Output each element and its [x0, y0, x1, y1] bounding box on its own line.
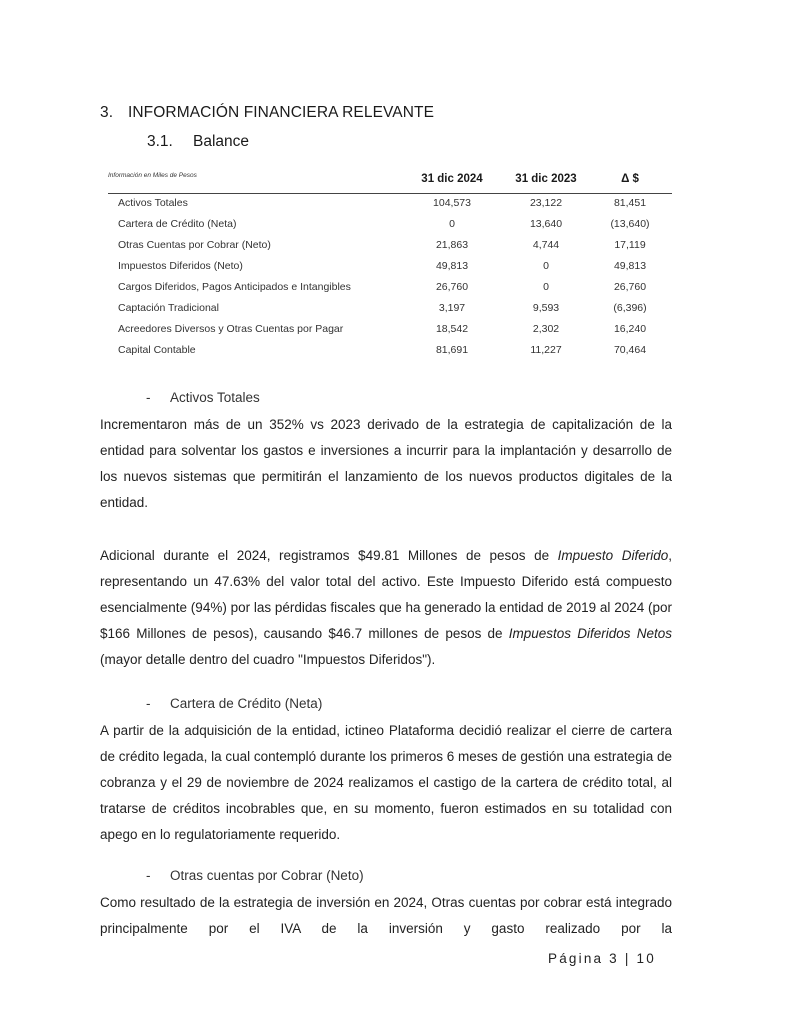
row-label: Otras Cuentas por Cobrar (Neto): [118, 239, 271, 251]
table-row: [108, 302, 672, 323]
column-header-2023: 31 dic 2023: [515, 173, 577, 185]
value-2024: 81,691: [435, 344, 469, 356]
column-header-delta: Δ $: [621, 173, 639, 185]
row-label: Impuestos Diferidos (Neto): [118, 260, 243, 272]
text-run-italic: Impuesto Diferido: [557, 548, 669, 563]
section-number: 3.: [100, 104, 114, 121]
section-title: INFORMACIÓN FINANCIERA RELEVANTE: [127, 104, 435, 121]
value-2024: 21,863: [435, 239, 469, 251]
activos-heading-text: Activos Totales: [170, 390, 260, 405]
value-2023: 2,302: [532, 323, 560, 335]
bullet-dash: -: [146, 868, 151, 883]
header-rule: [108, 193, 672, 194]
value-2023: 4,744: [532, 239, 560, 251]
row-label: Cargos Diferidos, Pagos Anticipados e Intangibles: [118, 281, 351, 293]
value-2024: 3,197: [438, 302, 466, 314]
value-2023: 23,122: [529, 197, 563, 209]
otras-heading: [146, 868, 364, 883]
table-row: [108, 260, 672, 281]
value-2024: 0: [449, 218, 455, 230]
otras-text: Como resultado de la estrategia de inversión en 2024, Otras cuentas por cobrar está integrado principalmente por el IVA de la inversión y gasto realizado por la: [100, 895, 672, 936]
row-label: Activos Totales: [118, 197, 188, 209]
value-2023: 0: [543, 260, 549, 272]
table-row: [108, 281, 672, 302]
text-run-italic: Impuestos Diferidos Netos: [508, 626, 673, 641]
table-row: [108, 239, 672, 260]
table-row: [108, 323, 672, 344]
text-run: (mayor detalle dentro del cuadro "Impuestos Diferidos").: [100, 652, 436, 667]
otras-heading-text: Otras cuentas por Cobrar (Neto): [170, 868, 364, 883]
row-label: Acreedores Diversos y Otras Cuentas por Pagar: [118, 323, 344, 335]
row-label: Captación Tradicional: [118, 302, 219, 314]
subsection-title: Balance: [193, 133, 250, 150]
cartera-heading-text: Cartera de Crédito (Neta): [170, 696, 323, 711]
value-2024: 104,573: [433, 197, 471, 209]
cartera-text: A partir de la adquisición de la entidad, ictineo Plataforma decidió realizar el cierre de cartera de crédito legada, la cual contempló durante los primeros 6 meses de gestión una estrategia de cobranza y el 29 de noviembre de 2024 realizamos el castigo de la cartera de crédito total, al tratarse de créditos incobrables que, en su momento, fueron estimados en su totalidad con apego en lo regulatoriamente requerido.: [100, 723, 672, 842]
value-delta: 17,119: [614, 239, 646, 251]
activos-paragraph-1: [100, 412, 672, 516]
cartera-heading: [146, 696, 322, 711]
bullet-dash: -: [146, 696, 151, 711]
value-delta: 49,813: [613, 260, 647, 272]
row-label: Capital Contable: [118, 344, 196, 356]
table-row: [108, 218, 672, 239]
value-2024: 26,760: [435, 281, 469, 293]
row-label: Cartera de Crédito (Neta): [118, 218, 237, 230]
activos-paragraph-2: [100, 543, 672, 673]
value-delta: (6,396): [613, 302, 647, 314]
value-2023: 9,593: [532, 302, 560, 314]
value-delta: 81,451: [613, 197, 647, 209]
bullet-dash: -: [146, 390, 151, 405]
section-heading: [100, 104, 434, 122]
table-row: [108, 344, 672, 365]
subsection-number: 3.1.: [147, 133, 173, 150]
page-number: Página 3 | 10: [548, 951, 656, 966]
activos-text-2: [100, 543, 672, 673]
value-delta: 26,760: [613, 281, 647, 293]
value-delta: (13,640): [610, 218, 650, 230]
value-2023: 0: [543, 281, 549, 293]
value-2024: 49,813: [435, 260, 469, 272]
column-header-2024: 31 dic 2024: [421, 173, 483, 185]
subsection-heading: [147, 133, 249, 151]
units-label: Información en Miles de Pesos: [108, 172, 197, 179]
otras-paragraph: [100, 890, 672, 942]
value-2023: 13,640: [529, 218, 563, 230]
value-delta: 16,240: [613, 323, 647, 335]
activos-text-1: Incrementaron más de un 352% vs 2023 derivado de la estrategia de capitalización de la entidad para solventar los gastos e inversiones a incurrir para la implantación y desarrollo de los nuevos sistemas que permitirán el lanzamiento de los nuevos productos digitales de la entidad.: [100, 417, 672, 510]
cartera-paragraph: [100, 718, 672, 848]
text-run: , representando un 47.63% del valor total del activo. Este Impuesto Diferido está compuesto esencialmente (94%) por las pérdidas fiscales que ha generado la entidad de 2019 al 2024 (por $166 Millones de pesos), causando $46.7 millones de pesos de: [100, 548, 672, 641]
value-2023: 11,227: [530, 344, 562, 356]
table-row: [108, 197, 672, 218]
value-delta: 70,464: [613, 344, 647, 356]
activos-heading: [146, 390, 260, 405]
text-run: Adicional durante el 2024, registramos $49.81 Millones de pesos de: [100, 548, 558, 563]
value-2024: 18,542: [435, 323, 469, 335]
